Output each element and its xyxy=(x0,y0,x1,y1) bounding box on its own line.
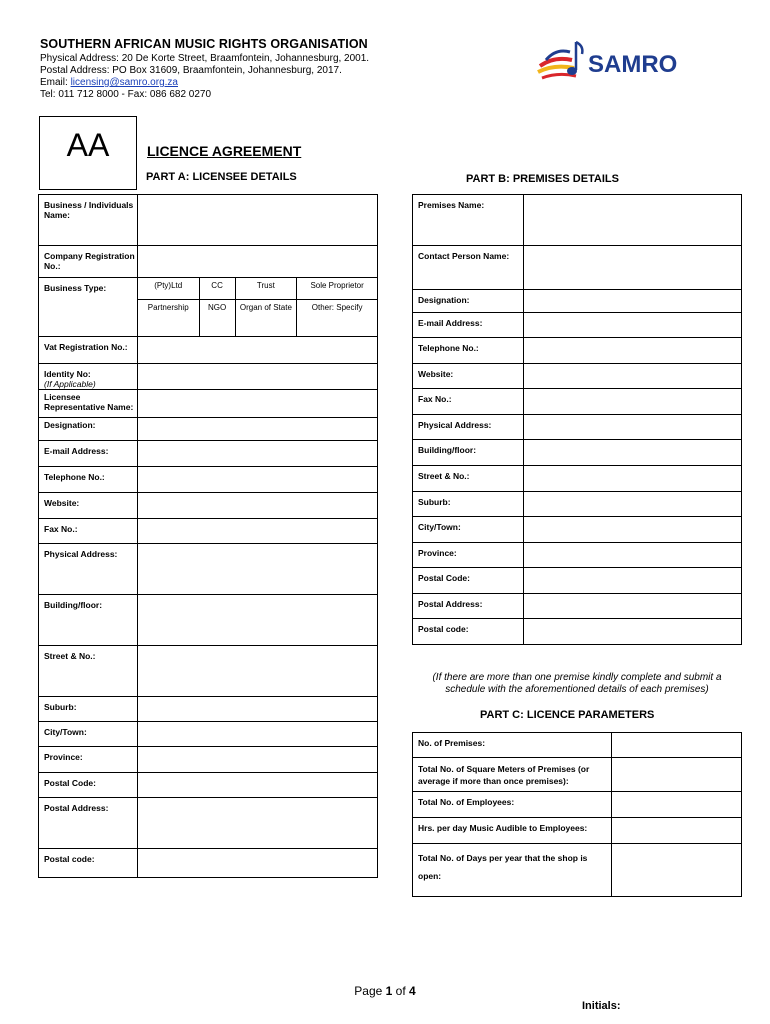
label-b-postal-code2: Postal code: xyxy=(413,619,524,645)
label-premises-name: Premises Name: xyxy=(413,195,524,246)
b-city-field[interactable] xyxy=(523,517,741,543)
type-ptyltd[interactable]: (Pty)Ltd xyxy=(137,278,199,300)
label-hours: Hrs. per day Music Audible to Employees: xyxy=(413,818,612,844)
samro-logo xyxy=(532,34,732,84)
b-telephone-field[interactable] xyxy=(523,338,741,364)
days-label: Total No. of Days per year that the shop is xyxy=(418,853,588,863)
b-province-field[interactable] xyxy=(523,543,741,568)
b-email-field[interactable] xyxy=(523,313,741,338)
street-field[interactable] xyxy=(137,646,377,697)
premises-count-field[interactable] xyxy=(612,733,742,758)
website-field[interactable] xyxy=(137,493,377,519)
label-b-designation: Designation: xyxy=(413,290,524,313)
identity-field[interactable] xyxy=(137,364,377,390)
label-designation: Designation: xyxy=(39,418,138,441)
label-email: E-mail Address: xyxy=(39,441,138,467)
part-c-heading: PART C: LICENCE PARAMETERS xyxy=(480,709,655,721)
days-field[interactable] xyxy=(612,844,742,897)
type-ngo[interactable]: NGO xyxy=(199,300,235,337)
type-sole-proprietor[interactable]: Sole Proprietor xyxy=(297,278,378,300)
postal-code-field[interactable] xyxy=(137,773,377,798)
label-b-building: Building/floor: xyxy=(413,440,524,466)
identity-label: Identity No: xyxy=(44,369,91,379)
b-website-field[interactable] xyxy=(523,364,741,389)
telephone-field[interactable] xyxy=(137,467,377,493)
premises-name-field[interactable] xyxy=(523,195,741,246)
type-other[interactable]: Other: Specify xyxy=(297,300,378,337)
email-field[interactable] xyxy=(137,441,377,467)
label-identity xyxy=(39,364,138,390)
hours-field[interactable] xyxy=(612,818,742,844)
label-street: Street & No.: xyxy=(39,646,138,697)
b-postal-address-field[interactable] xyxy=(523,594,741,619)
email-label: Email: xyxy=(40,77,71,88)
label-b-telephone: Telephone No.: xyxy=(413,338,524,364)
label-b-fax: Fax No.: xyxy=(413,389,524,415)
part-a-table xyxy=(38,194,378,878)
phone-line: Tel: 011 712 8000 - Fax: 086 682 0270 xyxy=(40,89,212,100)
label-physical: Physical Address: xyxy=(39,544,138,595)
label-b-website: Website: xyxy=(413,364,524,389)
physical-address: Physical Address: 20 De Korte Street, Braamfontein, Johannesburg, 2001. xyxy=(40,53,370,64)
label-postal-address: Postal Address: xyxy=(39,798,138,849)
company-reg-field[interactable] xyxy=(137,246,377,278)
type-trust[interactable]: Trust xyxy=(235,278,297,300)
fax-field[interactable] xyxy=(137,519,377,544)
building-field[interactable] xyxy=(137,595,377,646)
label-b-postal-address: Postal Address: xyxy=(413,594,524,619)
label-square-meters: Total No. of Square Meters of Premises (or average if more than once premises): xyxy=(413,758,612,792)
logo-text: SAMRO xyxy=(588,51,678,78)
b-physical-field[interactable] xyxy=(523,415,741,440)
premises-note: (If there are more than one premise kindly complete and submit a schedule with the aforementioned details of each premises) xyxy=(432,672,722,695)
label-contact: Contact Person Name: xyxy=(413,246,524,290)
label-city: City/Town: xyxy=(39,722,138,747)
days-label-cont: open: xyxy=(418,871,442,881)
label-rep-name: Licensee Representative Name: xyxy=(39,390,138,418)
label-suburb: Suburb: xyxy=(39,697,138,722)
type-cc[interactable]: CC xyxy=(199,278,235,300)
label-b-street: Street & No.: xyxy=(413,466,524,492)
part-b-heading: PART B: PREMISES DETAILS xyxy=(466,173,619,185)
postal-address-field[interactable] xyxy=(137,798,377,849)
org-name: SOUTHERN AFRICAN MUSIC RIGHTS ORGANISATION xyxy=(40,37,368,51)
label-b-province: Province: xyxy=(413,543,524,568)
type-partnership[interactable]: Partnership xyxy=(137,300,199,337)
form-code-box: AA xyxy=(39,116,137,190)
label-province: Province: xyxy=(39,747,138,773)
label-b-suburb: Suburb: xyxy=(413,492,524,517)
b-designation-field[interactable] xyxy=(523,290,741,313)
label-telephone: Telephone No.: xyxy=(39,467,138,493)
label-days xyxy=(413,844,612,897)
page-total: 4 xyxy=(409,984,416,998)
b-fax-field[interactable] xyxy=(523,389,741,415)
label-business-type: Business Type: xyxy=(39,278,138,337)
page-title: LICENCE AGREEMENT xyxy=(147,143,302,159)
label-fax: Fax No.: xyxy=(39,519,138,544)
label-b-physical: Physical Address: xyxy=(413,415,524,440)
city-field[interactable] xyxy=(137,722,377,747)
page-label: Page xyxy=(354,984,383,998)
label-website: Website: xyxy=(39,493,138,519)
b-postal-code2-field[interactable] xyxy=(523,619,741,645)
label-b-email: E-mail Address: xyxy=(413,313,524,338)
samro-logo-icon xyxy=(532,34,732,84)
label-business-name: Business / Individuals Name: xyxy=(39,195,138,246)
label-postal-code2: Postal code: xyxy=(39,849,138,878)
label-building: Building/floor: xyxy=(39,595,138,646)
page-number: 1 xyxy=(385,984,393,998)
initials-label: Initials: xyxy=(582,1000,621,1012)
b-postal-code-field[interactable] xyxy=(523,568,741,594)
employees-field[interactable] xyxy=(612,792,742,818)
designation-field[interactable] xyxy=(137,418,377,441)
square-meters-field[interactable] xyxy=(612,758,742,792)
email-line xyxy=(40,77,178,89)
vat-field[interactable] xyxy=(137,337,377,364)
part-a-heading: PART A: LICENSEE DETAILS xyxy=(146,171,297,183)
contact-field[interactable] xyxy=(523,246,741,290)
identity-note: (If Applicable) xyxy=(44,379,96,389)
rep-name-field[interactable] xyxy=(137,390,377,418)
label-premises-count: No. of Premises: xyxy=(413,733,612,758)
label-b-city: City/Town: xyxy=(413,517,524,543)
suburb-field[interactable] xyxy=(137,697,377,722)
part-b-table xyxy=(412,194,742,645)
page-indicator xyxy=(0,984,770,998)
postal-code2-field[interactable] xyxy=(137,849,377,878)
province-field[interactable] xyxy=(137,747,377,773)
of-label: of xyxy=(395,984,406,998)
postal-address: Postal Address: PO Box 31609, Braamfontein, Johannesburg, 2017. xyxy=(40,65,342,76)
b-street-field[interactable] xyxy=(523,466,741,492)
email-link[interactable]: licensing@samro.org.za xyxy=(70,77,178,88)
label-b-postal-code: Postal Code: xyxy=(413,568,524,594)
label-employees: Total No. of Employees: xyxy=(413,792,612,818)
label-postal-code: Postal Code: xyxy=(39,773,138,798)
b-suburb-field[interactable] xyxy=(523,492,741,517)
business-name-field[interactable] xyxy=(137,195,377,246)
part-c-table xyxy=(412,732,742,897)
label-vat: Vat Registration No.: xyxy=(39,337,138,364)
b-building-field[interactable] xyxy=(523,440,741,466)
physical-field[interactable] xyxy=(137,544,377,595)
type-organ-of-state[interactable]: Organ of State xyxy=(235,300,297,337)
label-company-reg: Company Registration No.: xyxy=(39,246,138,278)
